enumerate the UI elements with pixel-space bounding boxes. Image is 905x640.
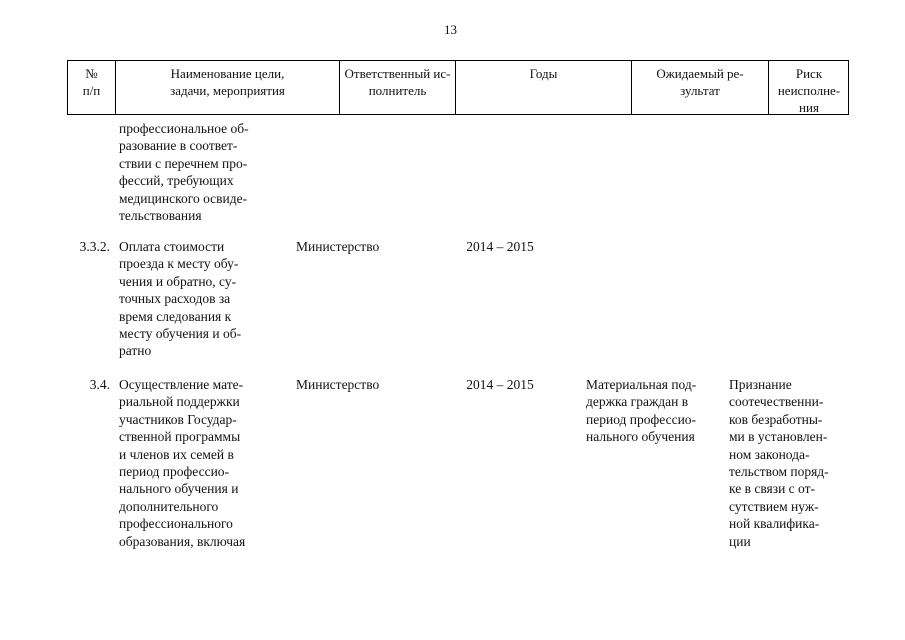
page-number: 13 — [444, 22, 457, 37]
row-name: профессиональное об- разование в соответ- ствии с перечнем про- фессий, требующих медицинского освиде- тельствования — [119, 121, 249, 224]
table-header — [67, 60, 849, 115]
row-result: Материальная под- держка граждан в период профессио- нального обучения — [586, 377, 697, 445]
row-number: 3.4. — [89, 377, 110, 392]
header-name: Наименование цели, задачи, мероприятия — [116, 61, 340, 114]
row-years: 2014 – 2015 — [466, 239, 534, 254]
header-responsible: Ответственный ис- полнитель — [340, 61, 456, 114]
row-responsible: Министерство — [296, 239, 380, 254]
row-number: 3.3.2. — [79, 239, 110, 254]
header-number: № п/п — [68, 61, 116, 114]
row-risk: Признание соотечественни- ков безработны- ми в установлен- ном законода- тельством поряд- ке в связи с от- сутствием нуж- ной квалифика- ции — [729, 377, 829, 549]
header-risk: Риск неисполне- ния — [777, 66, 841, 115]
row-name: Оплата стоимости проезда к месту обу- чения и обратно, су- точных расходов за время следования к месту обучения и об- ратно — [119, 239, 242, 359]
row-name: Осуществление мате- риальной поддержки участников Государ- ственной программы и членов их семей в период профессио- нального обучения и дополнительного профессионального образования, включая — [119, 377, 246, 549]
row-responsible: Министерство — [296, 377, 380, 392]
header-years: Годы — [456, 61, 632, 114]
row-years: 2014 – 2015 — [466, 377, 534, 392]
header-result: Ожидаемый ре- зультат — [632, 61, 769, 114]
